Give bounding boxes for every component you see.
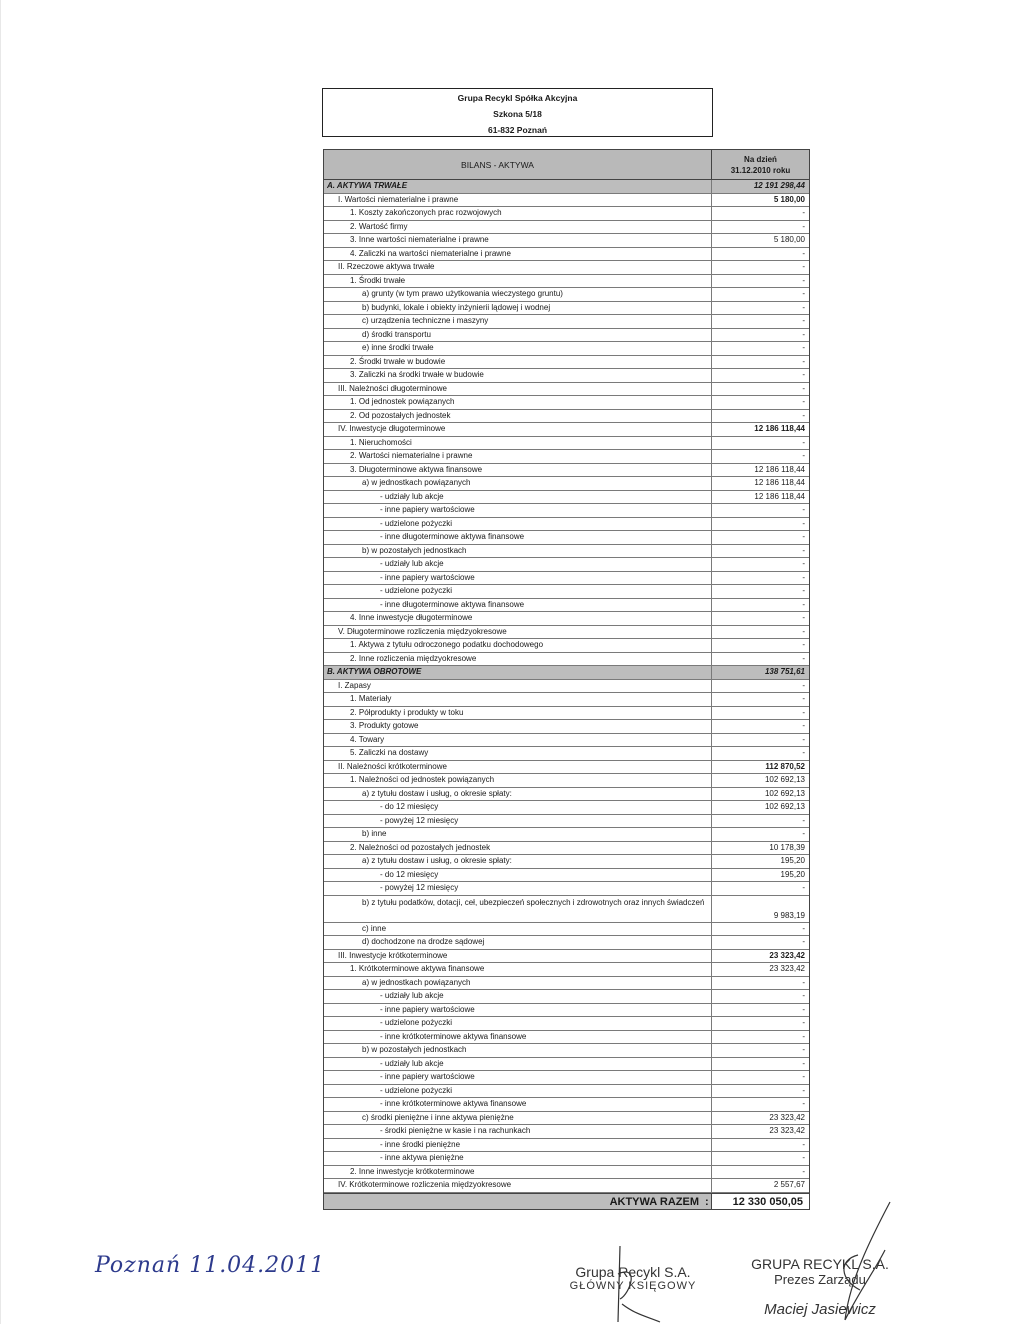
row-value: - — [711, 207, 809, 220]
row-value: - — [711, 1004, 809, 1017]
table-row — [324, 369, 809, 383]
row-value: - — [711, 585, 809, 598]
row-value: 12 186 118,44 — [711, 464, 809, 477]
table-row — [324, 626, 809, 640]
row-value: - — [711, 302, 809, 315]
row-value: 102 692,13 — [711, 788, 809, 801]
row-value: - — [711, 1098, 809, 1111]
table-row — [324, 734, 809, 748]
row-value: - — [711, 977, 809, 990]
row-value: 23 323,42 — [711, 950, 809, 963]
table-row — [324, 180, 809, 194]
row-value: 102 692,13 — [711, 801, 809, 814]
row-value: - — [711, 531, 809, 544]
row-value: - — [711, 626, 809, 639]
row-label: 1. Aktywa z tytułu odroczonego podatku dochodowego — [350, 640, 544, 649]
row-value: 10 178,39 — [711, 842, 809, 855]
row-label: II. Rzeczowe aktywa trwałe — [338, 262, 435, 271]
table-row — [324, 828, 809, 842]
table-row — [324, 801, 809, 815]
company-city: 61-832 Poznań — [487, 125, 548, 135]
table-row — [324, 923, 809, 937]
row-value: - — [711, 1139, 809, 1152]
table-row — [324, 612, 809, 626]
row-label: V. Długoterminowe rozliczenia międzyokresowe — [338, 626, 507, 636]
row-label: I. Wartości niematerialne i prawne — [338, 194, 459, 204]
row-value: - — [711, 1044, 809, 1057]
row-value: - — [711, 734, 809, 747]
row-label: 1. Należności od jednostek powiązanych — [350, 775, 495, 784]
table-row — [324, 1166, 809, 1180]
table-row — [324, 1139, 809, 1153]
stamp-person-right: Maciej Jasiewicz — [764, 1301, 876, 1318]
table-row — [324, 356, 809, 370]
row-label: 2. Środki trwałe w budowie — [350, 356, 446, 366]
row-label: b) z tytułu podatków, dotacji, ceł, ubezpieczeń społecznych i zdrowotnych oraz innych świadczeń — [362, 897, 705, 907]
row-label: - inne środki pieniężne — [380, 1139, 461, 1149]
table-row — [324, 1125, 809, 1139]
row-label: IV. Krótkoterminowe rozliczenia międzyokresowe — [338, 1180, 512, 1189]
row-value: - — [711, 275, 809, 288]
table-row — [324, 936, 809, 950]
row-label: b) w pozostałych jednostkach — [362, 1045, 467, 1054]
row-value: 195,20 — [711, 869, 809, 882]
row-label: d) dochodzone na drodze sądowej — [362, 937, 485, 946]
row-value: - — [711, 504, 809, 517]
row-value: - — [711, 518, 809, 531]
table-row — [324, 248, 809, 262]
row-label: 2. Inne rozliczenia międzyokresowe — [350, 653, 477, 663]
balance-sheet-table — [323, 149, 810, 1210]
table-row — [324, 842, 809, 856]
row-label: a) w jednostkach powiązanych — [362, 478, 471, 487]
row-label: 3. Długoterminowe aktywa finansowe — [350, 464, 483, 474]
row-label: 5. Zaliczki na dostawy — [350, 748, 429, 757]
row-label: 1. Koszty zakończonych prac rozwojowych — [350, 208, 502, 217]
table-row — [324, 963, 809, 977]
row-value: - — [711, 558, 809, 571]
row-value: - — [711, 936, 809, 949]
row-value: - — [711, 653, 809, 666]
table-row — [324, 531, 809, 545]
table-title: BILANS - AKTYWA — [461, 159, 534, 170]
row-label: b) inne — [362, 829, 387, 838]
row-label: - inne krótkoterminowe aktywa finansowe — [380, 1099, 527, 1108]
row-label: - udziały lub akcje — [380, 1058, 444, 1068]
table-row — [324, 302, 809, 316]
table-row — [324, 639, 809, 653]
row-label: b) budynki, lokale i obiekty inżynierii lądowej i wodnej — [362, 302, 551, 312]
table-row — [324, 855, 809, 869]
row-value: - — [711, 639, 809, 652]
row-label: a) z tytułu dostaw i usług, o okresie spłaty: — [362, 856, 512, 865]
row-label: a) z tytułu dostaw i usług, o okresie spłaty: — [362, 788, 512, 798]
table-row — [324, 234, 809, 248]
company-header — [322, 88, 713, 137]
table-row — [324, 1098, 809, 1112]
row-value: - — [711, 1071, 809, 1084]
table-row — [324, 423, 809, 437]
row-label: - udzielone pożyczki — [380, 586, 453, 595]
stamp-company: Grupa Recykl S.A. — [575, 1264, 691, 1280]
row-label: - inne papiery wartościowe — [380, 505, 475, 514]
table-row — [324, 693, 809, 707]
row-label: - inne papiery wartościowe — [380, 572, 475, 582]
row-value: - — [711, 612, 809, 625]
company-street: Szkona 5/18 — [493, 109, 542, 119]
table-row — [324, 869, 809, 883]
row-label: 3. Produkty gotowe — [350, 721, 419, 730]
table-header — [324, 150, 809, 180]
chief-accountant-stamp — [558, 1264, 708, 1292]
table-row — [324, 504, 809, 518]
table-row — [324, 194, 809, 208]
table-row — [324, 396, 809, 410]
table-row — [324, 1085, 809, 1099]
table-row — [324, 437, 809, 451]
row-value: 138 751,61 — [711, 666, 809, 679]
row-label: 3. Inne wartości niematerialne i prawne — [350, 235, 489, 244]
row-value: - — [711, 882, 809, 895]
row-label: 1. Od jednostek powiązanych — [350, 397, 455, 406]
row-value: 112 870,52 — [711, 761, 809, 774]
row-label: 4. Inne inwestycje długoterminowe — [350, 613, 473, 622]
row-label: - udziały lub akcje — [380, 491, 444, 501]
row-value: 195,20 — [711, 855, 809, 868]
row-label: - udzielone pożyczki — [380, 1085, 453, 1095]
row-value: - — [711, 1031, 809, 1044]
row-value: - — [711, 923, 809, 936]
table-row — [324, 221, 809, 235]
row-value: - — [711, 747, 809, 760]
row-value: 12 186 118,44 — [711, 491, 809, 504]
table-row — [324, 329, 809, 343]
row-label: 2. Od pozostałych jednostek — [350, 410, 451, 420]
row-label: - inne długoterminowe aktywa finansowe — [380, 599, 525, 609]
row-value: 5 180,00 — [711, 234, 809, 247]
table-row — [324, 1179, 809, 1193]
row-label: II. Należności krótkoterminowe — [338, 761, 447, 771]
table-row — [324, 450, 809, 464]
row-label: - powyżej 12 miesięcy — [380, 815, 459, 825]
table-row — [324, 545, 809, 559]
row-label: - inne aktywa pieniężne — [380, 1153, 464, 1162]
table-row — [324, 747, 809, 761]
handwritten-place-date: Poznań 11.04.2011 — [95, 1253, 326, 1278]
row-label: - powyżej 12 miesięcy — [380, 883, 459, 892]
table-row — [324, 1058, 809, 1072]
date-label: Na dzień — [744, 154, 777, 164]
total-label: AKTYWA RAZEM — [609, 1195, 699, 1208]
total-value: 12 330 050,05 — [711, 1194, 809, 1209]
row-label: d) środki transportu — [362, 329, 431, 339]
table-row — [324, 666, 809, 680]
row-label: - udziały lub akcje — [380, 991, 444, 1000]
row-value: - — [711, 990, 809, 1003]
row-label: c) środki pieniężne i inne aktywa pieniężne — [362, 1112, 514, 1122]
table-row — [324, 491, 809, 505]
table-row — [324, 1017, 809, 1031]
row-value: - — [711, 1017, 809, 1030]
table-row — [324, 788, 809, 802]
row-label: - inne krótkoterminowe aktywa finansowe — [380, 1031, 527, 1041]
table-row — [324, 653, 809, 667]
table-row — [324, 261, 809, 275]
row-label: a) grunty (w tym prawo użytkowania wieczystego gruntu) — [362, 289, 563, 298]
table-row — [324, 896, 809, 923]
row-label: 4. Zaliczki na wartości niematerialne i prawne — [350, 248, 511, 258]
row-value: - — [711, 396, 809, 409]
row-value: - — [711, 828, 809, 841]
table-row — [324, 680, 809, 694]
table-row — [324, 288, 809, 302]
row-value: - — [711, 369, 809, 382]
table-row — [324, 815, 809, 829]
row-label: c) inne — [362, 923, 387, 933]
table-row — [324, 477, 809, 491]
row-label: - udzielone pożyczki — [380, 1018, 453, 1027]
table-row — [324, 1004, 809, 1018]
row-label: - inne długoterminowe aktywa finansowe — [380, 532, 525, 541]
row-value: - — [711, 1152, 809, 1165]
row-value: - — [711, 261, 809, 274]
row-label: I. Zapasy — [338, 680, 371, 690]
row-value: - — [711, 815, 809, 828]
row-value: 9 983,19 — [711, 896, 809, 922]
table-body — [324, 180, 809, 1193]
table-row — [324, 558, 809, 572]
table-row — [324, 720, 809, 734]
row-label: 4. Towary — [350, 734, 385, 744]
row-value: 12 191 298,44 — [711, 180, 809, 193]
row-label: e) inne środki trwałe — [362, 343, 434, 352]
table-row — [324, 315, 809, 329]
row-label: 2. Wartość firmy — [350, 221, 408, 231]
row-value: 12 186 118,44 — [711, 477, 809, 490]
table-row — [324, 275, 809, 289]
row-label: 2. Należności od pozostałych jednostek — [350, 842, 491, 852]
row-label: 2. Inne inwestycje krótkoterminowe — [350, 1166, 475, 1176]
stamp-company-right: GRUPA RECYKL S.A. — [751, 1256, 889, 1272]
table-row — [324, 882, 809, 896]
row-label: 2. Wartości niematerialne i prawne — [350, 451, 473, 460]
stamp-role: GŁÓWNY KSIĘGOWY — [569, 1280, 697, 1292]
row-label: a) w jednostkach powiązanych — [362, 977, 471, 987]
row-value: - — [711, 248, 809, 261]
row-value: - — [711, 410, 809, 423]
row-label: - udziały lub akcje — [380, 559, 444, 568]
row-value: - — [711, 599, 809, 612]
total-colon: : — [705, 1195, 709, 1208]
row-value: - — [711, 329, 809, 342]
row-label: c) urządzenia techniczne i maszyny — [362, 316, 489, 325]
row-label: B. AKTYWA OBROTOWE — [327, 667, 422, 676]
total-row — [324, 1193, 809, 1209]
date-value: 31.12.2010 roku — [730, 165, 791, 175]
table-row — [324, 342, 809, 356]
table-row — [324, 774, 809, 788]
row-value: 2 557,67 — [711, 1179, 809, 1192]
row-value: - — [711, 1085, 809, 1098]
row-value: 23 323,42 — [711, 1112, 809, 1125]
row-value: - — [711, 1166, 809, 1179]
table-row — [324, 383, 809, 397]
table-row — [324, 572, 809, 586]
row-value: 102 692,13 — [711, 774, 809, 787]
table-row — [324, 599, 809, 613]
row-value: - — [711, 693, 809, 706]
row-value: - — [711, 572, 809, 585]
row-value: 12 186 118,44 — [711, 423, 809, 436]
company-name: Grupa Recykl Spółka Akcyjna — [457, 93, 578, 103]
row-value: 23 323,42 — [711, 1125, 809, 1138]
row-value: - — [711, 1058, 809, 1071]
row-label: 2. Półprodukty i produkty w toku — [350, 707, 464, 717]
table-row — [324, 990, 809, 1004]
president-stamp — [740, 1256, 900, 1318]
table-row — [324, 977, 809, 991]
table-row — [324, 1152, 809, 1166]
row-label: - inne papiery wartościowe — [380, 1072, 475, 1081]
table-row — [324, 1044, 809, 1058]
row-value: - — [711, 450, 809, 463]
table-row — [324, 707, 809, 721]
row-label: A. AKTYWA TRWAŁE — [327, 181, 408, 190]
row-label: 1. Krótkoterminowe aktywa finansowe — [350, 964, 485, 973]
table-row — [324, 1112, 809, 1126]
row-value: - — [711, 545, 809, 558]
row-label: - do 12 miesięcy — [380, 802, 439, 811]
row-value: - — [711, 221, 809, 234]
row-value: - — [711, 288, 809, 301]
row-label: - udzielone pożyczki — [380, 518, 453, 528]
table-row — [324, 585, 809, 599]
row-label: - środki pieniężne w kasie i na rachunkach — [380, 1126, 531, 1135]
row-label: b) w pozostałych jednostkach — [362, 545, 467, 555]
row-value: - — [711, 383, 809, 396]
row-value: - — [711, 707, 809, 720]
table-row — [324, 1071, 809, 1085]
row-label: 3. Zaliczki na środki trwałe w budowie — [350, 370, 484, 379]
row-value: 5 180,00 — [711, 194, 809, 207]
row-value: - — [711, 680, 809, 693]
row-value: 23 323,42 — [711, 963, 809, 976]
stamp-role-right: Prezes Zarządu — [774, 1272, 866, 1287]
row-value: - — [711, 356, 809, 369]
row-value: - — [711, 315, 809, 328]
row-label: - do 12 miesięcy — [380, 869, 439, 879]
row-value: - — [711, 342, 809, 355]
date-column-header — [711, 150, 809, 179]
row-value: - — [711, 720, 809, 733]
row-label: III. Inwestycje krótkoterminowe — [338, 950, 448, 960]
row-label: 1. Środki trwałe — [350, 275, 406, 285]
table-row — [324, 761, 809, 775]
row-label: - inne papiery wartościowe — [380, 1004, 475, 1014]
row-label: III. Należności długoterminowe — [338, 383, 447, 393]
row-label: 1. Materiały — [350, 694, 392, 703]
table-row — [324, 950, 809, 964]
table-row — [324, 207, 809, 221]
table-row — [324, 1031, 809, 1045]
table-row — [324, 464, 809, 478]
table-row — [324, 518, 809, 532]
row-value: - — [711, 437, 809, 450]
row-label: 1. Nieruchomości — [350, 437, 412, 447]
row-label: IV. Inwestycje długoterminowe — [338, 424, 446, 433]
table-row — [324, 410, 809, 424]
